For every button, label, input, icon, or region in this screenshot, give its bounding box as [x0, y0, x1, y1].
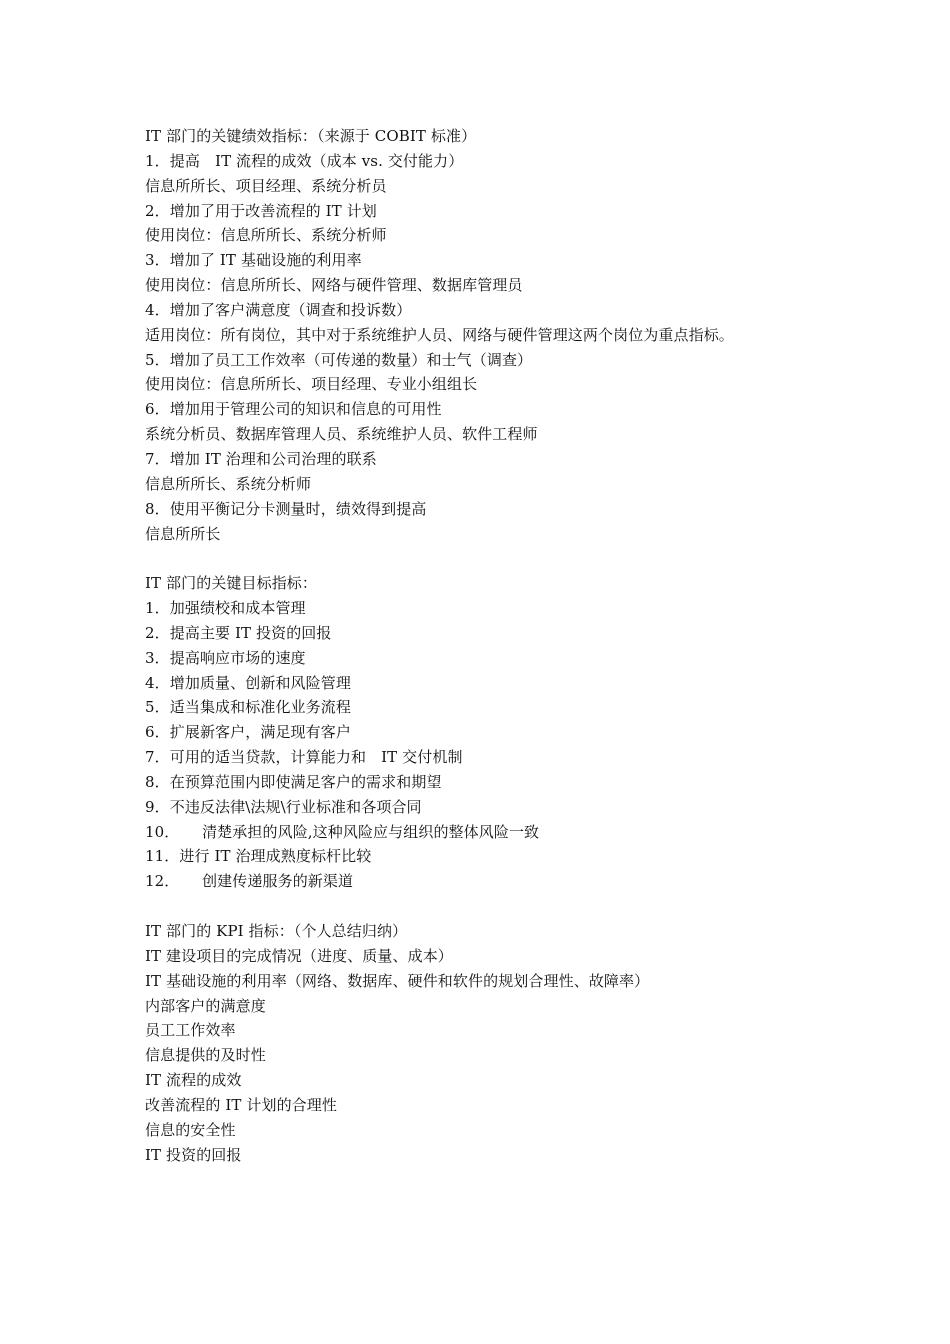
kpi-summary-item-6: IT 流程的成效: [145, 1071, 242, 1090]
kpi-item-7: 7．增加 IT 治理和公司治理的联系: [145, 449, 377, 468]
kpi-item-8: 8．使用平衡记分卡测量时，绩效得到提高: [145, 499, 427, 518]
kpi-item-6: 6．增加用于管理公司的知识和信息的可用性: [145, 400, 442, 419]
goal-item-10: 10． 清楚承担的风险,这种风险应与组织的整体风险一致: [145, 822, 540, 841]
goal-item-8: 8．在预算范围内即使满足客户的需求和期望: [145, 772, 442, 791]
kpi-item-2: 2．增加了用于改善流程的 IT 计划: [145, 201, 377, 220]
goal-item-12: 12． 创建传递服务的新渠道: [145, 872, 354, 891]
kpi-summary-item-1: IT 建设项目的完成情况（进度、质量、成本）: [145, 946, 453, 965]
kpi-summary-item-4: 员工工作效率: [145, 1021, 236, 1040]
kpi-item-4-roles: 适用岗位：所有岗位，其中对于系统维护人员、网络与硬件管理这两个岗位为重点指标。: [145, 325, 734, 344]
section-spacer: [145, 546, 825, 571]
kpi-summary-item-5: 信息提供的及时性: [145, 1046, 266, 1065]
goal-item-2: 2．提高主要 IT 投资的回报: [145, 623, 332, 642]
kpi-summary-item-3: 内部客户的满意度: [145, 996, 266, 1015]
kpi-item-3: 3．增加了 IT 基础设施的利用率: [145, 251, 362, 270]
kpi-item-5: 5．增加了员工工作效率（可传递的数量）和士气（调查）: [145, 350, 533, 369]
section-1-title: IT 部门的关键绩效指标：（来源于 COBIT 标准）: [145, 127, 477, 145]
kpi-item-3-roles: 使用岗位：信息所所长、网络与硬件管理、数据库管理员: [145, 276, 523, 295]
kpi-summary-item-9: IT 投资的回报: [145, 1145, 242, 1164]
kpi-item-7-roles: 信息所所长、系统分析师: [145, 474, 312, 493]
goal-item-7: 7．可用的适当贷款，计算能力和 IT 交付机制: [145, 748, 463, 767]
goal-item-9: 9．不违反法律\法规\行业标准和各项合同: [145, 797, 422, 816]
kpi-summary-item-8: 信息的安全性: [145, 1120, 236, 1139]
goal-item-4: 4．增加质量、创新和风险管理: [145, 673, 351, 692]
goal-item-3: 3．提高响应市场的速度: [145, 648, 306, 667]
kpi-item-1: 1．提高 IT 流程的成效（成本 vs. 交付能力）: [145, 151, 464, 170]
section-3-title: IT 部门的 KPI 指标：（个人总结归纳）: [145, 922, 408, 940]
kpi-summary-item-7: 改善流程的 IT 计划的合理性: [145, 1095, 337, 1114]
kpi-item-6-roles: 系统分析员、数据库管理人员、系统维护人员、软件工程师: [145, 425, 538, 444]
section-spacer: [145, 894, 825, 919]
goal-item-5: 5．适当集成和标准化业务流程: [145, 698, 351, 717]
goal-item-6: 6．扩展新客户，满足现有客户: [145, 723, 351, 742]
kpi-item-8-roles: 信息所所长: [145, 524, 221, 543]
kpi-item-2-roles: 使用岗位：信息所所长、系统分析师: [145, 226, 387, 245]
goal-item-1: 1．加强绩校和成本管理: [145, 599, 306, 618]
section-2-title: IT 部门的关键目标指标：: [145, 574, 317, 593]
document-page: [145, 124, 825, 1167]
kpi-item-5-roles: 使用岗位：信息所所长、项目经理、专业小组组长: [145, 375, 478, 394]
goal-item-11: 11．进行 IT 治理成熟度标杆比较: [145, 847, 372, 866]
kpi-summary-item-2: IT 基础设施的利用率（网络、数据库、硬件和软件的规划合理性、故障率）: [145, 971, 650, 990]
kpi-item-4: 4．增加了客户满意度（调查和投诉数）: [145, 300, 412, 319]
kpi-item-1-roles: 信息所所长、项目经理、系统分析员: [145, 176, 387, 195]
